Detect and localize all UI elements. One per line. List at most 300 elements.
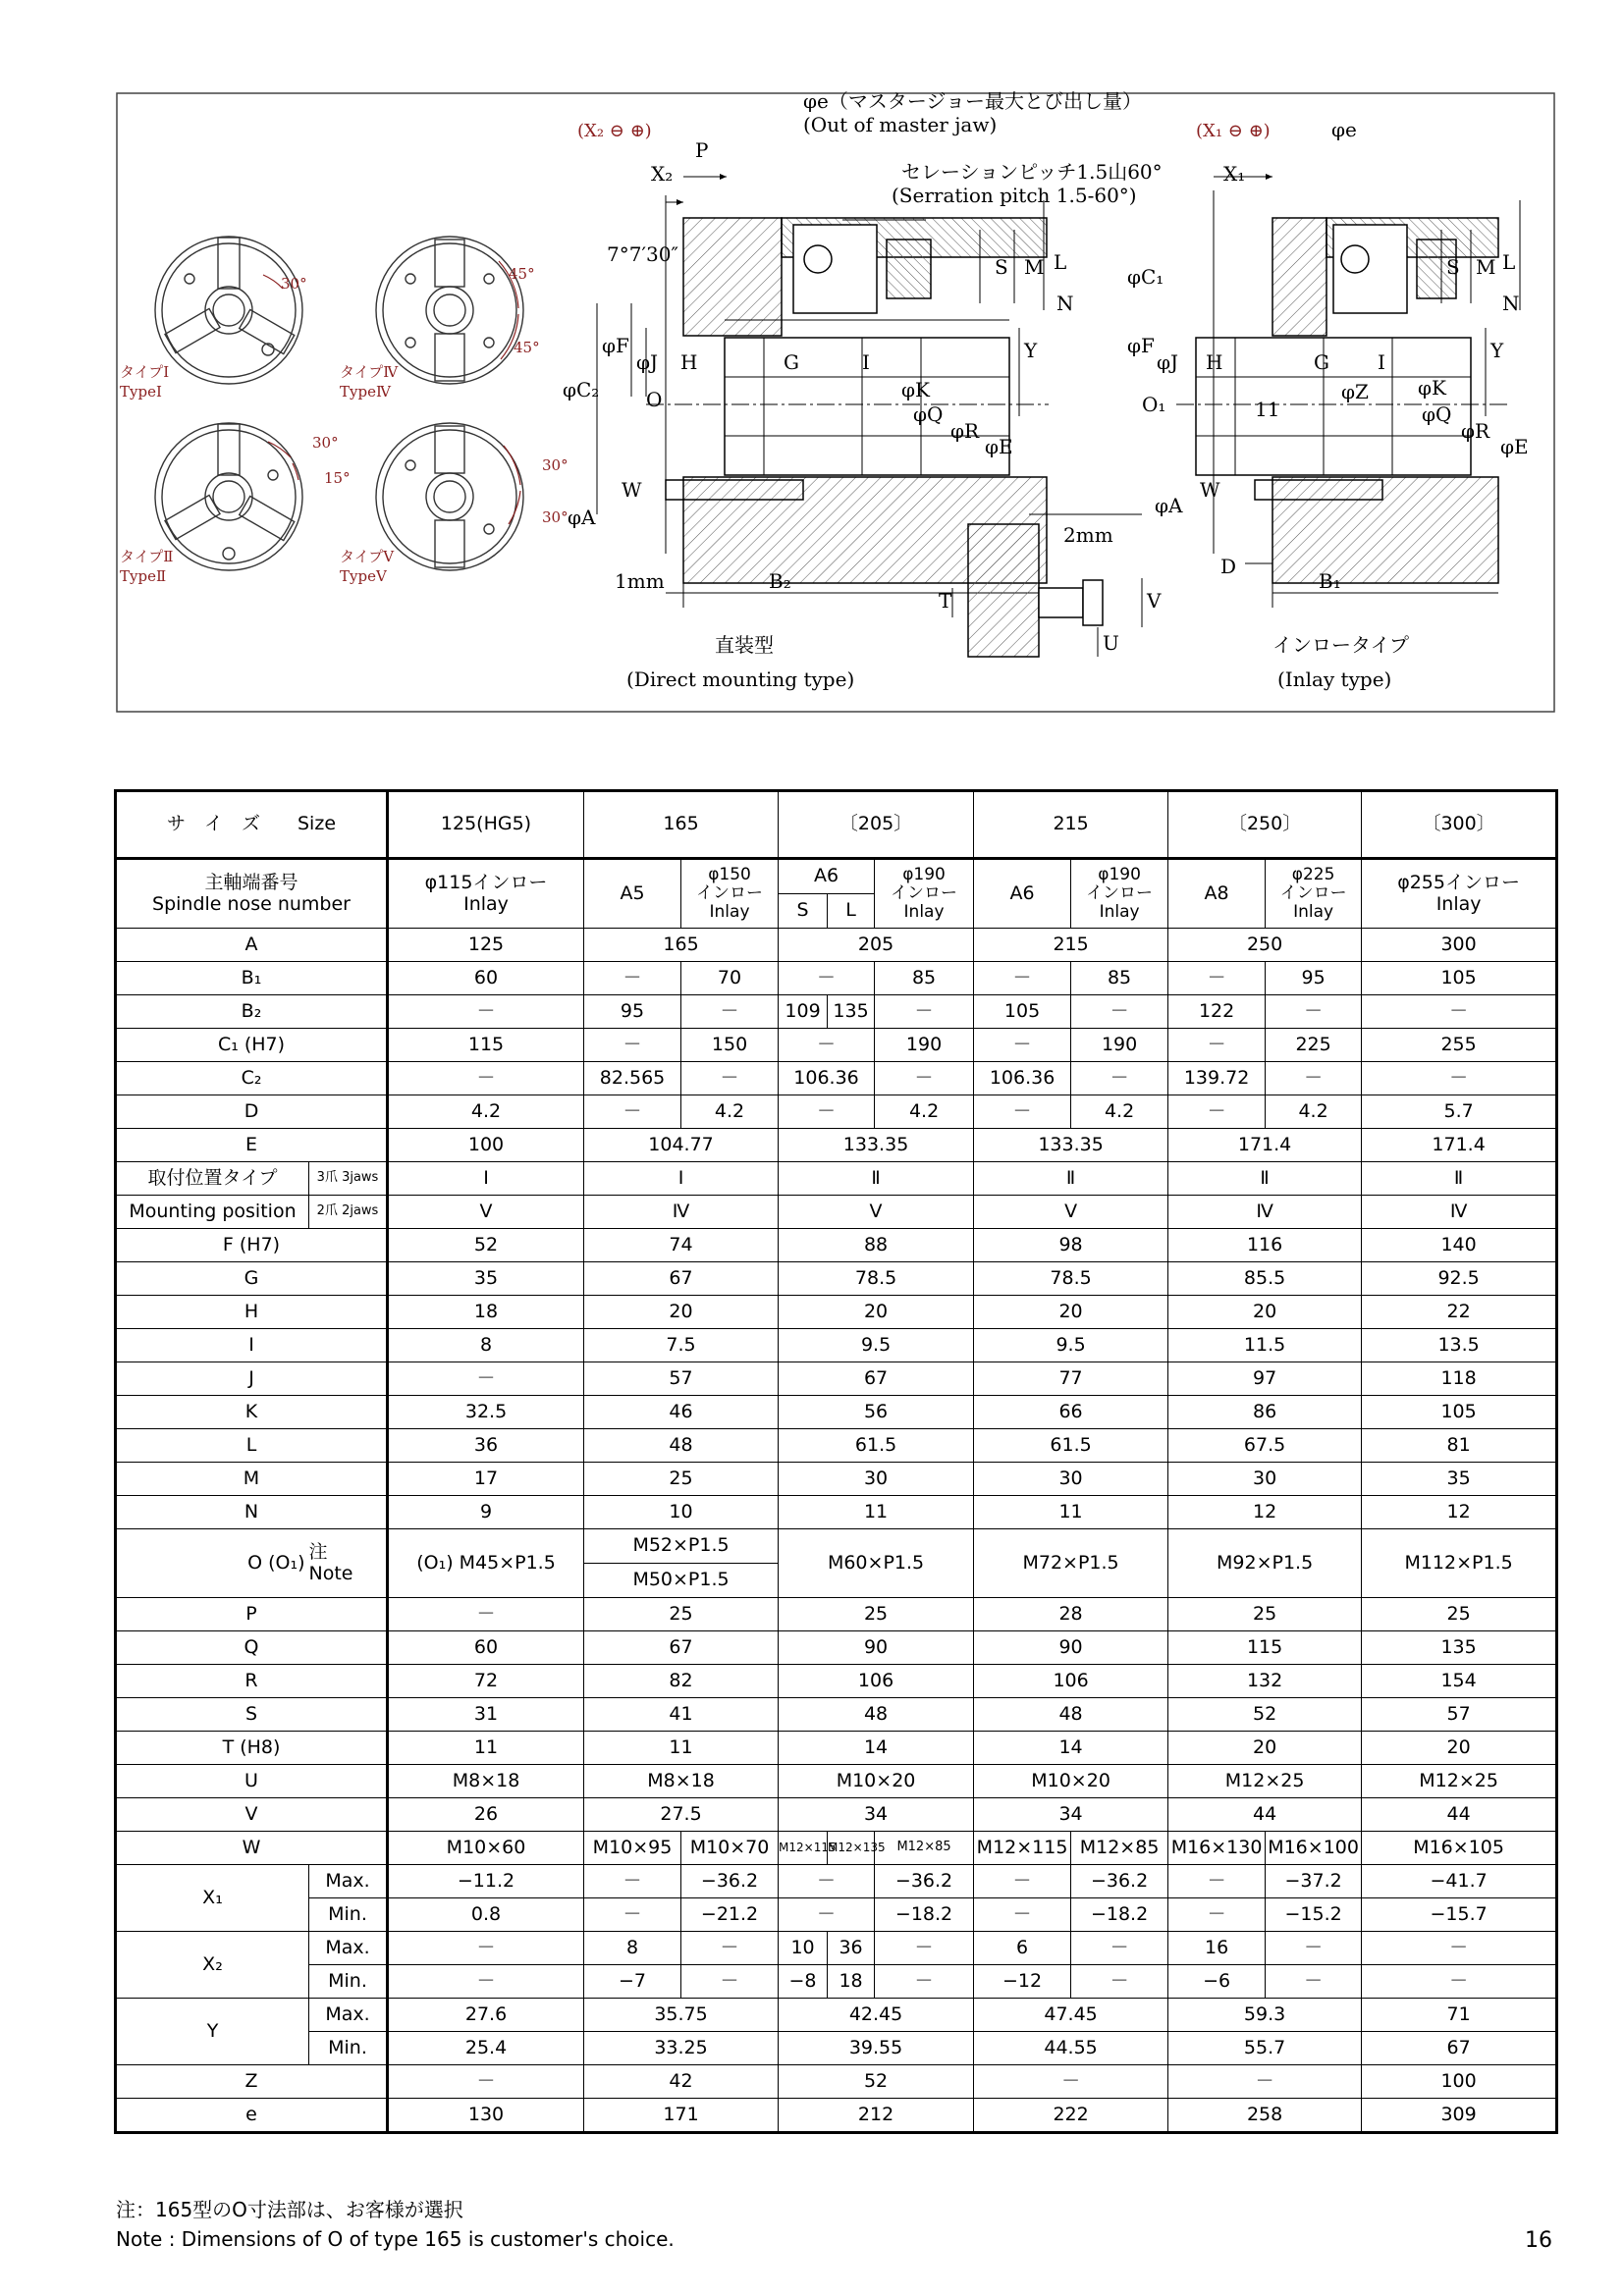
- footnote-jp: 注：165型のO寸法部は、お客様が選択: [116, 2198, 463, 2221]
- cell: Ⅳ: [584, 1196, 779, 1229]
- dim-b1: B₁: [1319, 569, 1341, 593]
- technical-drawing: [116, 89, 1555, 713]
- dim-phi-z: φZ: [1341, 380, 1369, 403]
- nose-cell: φ255インロー Inlay: [1362, 859, 1556, 929]
- nose-cell: A8: [1168, 859, 1266, 929]
- nose-cell: φ225 インロー Inlay: [1266, 859, 1362, 929]
- callout-angle: 7°7′30″: [607, 242, 678, 266]
- cell: －: [584, 1898, 681, 1932]
- cell: 47.45: [974, 1999, 1168, 2032]
- cell: 5.7: [1362, 1095, 1556, 1129]
- dim-phi-e-inlay: φE: [1500, 435, 1529, 458]
- dim-i-inlay: I: [1378, 350, 1385, 374]
- cell: Ⅳ: [1168, 1196, 1362, 1229]
- cell: 85: [875, 962, 974, 995]
- cell: －: [779, 1898, 875, 1932]
- cell: 8: [584, 1932, 681, 1965]
- cell: 41: [584, 1698, 779, 1732]
- table-row-e: [117, 1129, 1556, 1162]
- cell: 9.5: [779, 1329, 974, 1362]
- table-row-k: [117, 1396, 1556, 1429]
- row-label: Q: [117, 1631, 388, 1665]
- table-row-t: [117, 1732, 1556, 1765]
- row-label: A: [117, 929, 388, 962]
- cell: 225: [1266, 1029, 1362, 1062]
- cell: 30: [779, 1463, 974, 1496]
- cell: M92×P1.5: [1168, 1529, 1362, 1598]
- cell: －: [1168, 1865, 1266, 1898]
- angle-label: 15°: [324, 469, 351, 487]
- cell: 132: [1168, 1665, 1362, 1698]
- cell: 135: [1362, 1631, 1556, 1665]
- cell: 86: [1168, 1396, 1362, 1429]
- cell: 30: [1168, 1463, 1362, 1496]
- direct-title-en: (Direct mounting type): [626, 667, 855, 691]
- table-row-l: [117, 1429, 1556, 1463]
- cell: 11: [779, 1496, 974, 1529]
- cell: −36.2: [875, 1865, 974, 1898]
- simple-rows-3: [117, 2065, 1556, 2132]
- row-label: D: [117, 1095, 388, 1129]
- cell: 106.36: [779, 1062, 875, 1095]
- cell: 14: [779, 1732, 974, 1765]
- cell: 190: [875, 1029, 974, 1062]
- cell: －: [974, 1898, 1071, 1932]
- row-label: B₂: [117, 995, 388, 1029]
- cell: －: [974, 1095, 1071, 1129]
- o-rows: [117, 1529, 1556, 1598]
- cell: －: [388, 1062, 584, 1095]
- cell: −36.2: [681, 1865, 779, 1898]
- cell: 77: [974, 1362, 1168, 1396]
- cell: M52×P1.5: [584, 1529, 779, 1564]
- cell: －: [1071, 995, 1168, 1029]
- row-label: U: [117, 1765, 388, 1798]
- cell: 115: [388, 1029, 584, 1062]
- row-label: e: [117, 2099, 388, 2132]
- table-row-y-max: [117, 1999, 1556, 2032]
- dim-phi-c2: φC₂: [563, 378, 600, 401]
- cell: Ⅳ: [1362, 1196, 1556, 1229]
- row-label: K: [117, 1396, 388, 1429]
- cell: 10: [584, 1496, 779, 1529]
- table-row-y-min: [117, 2032, 1556, 2065]
- dim-v: V: [1147, 589, 1162, 613]
- type-5-label-en: TypeⅤ: [340, 567, 387, 585]
- nose-cell: φ190 インロー Inlay: [875, 859, 974, 929]
- cell: 106: [974, 1665, 1168, 1698]
- table-row-mount-3jaws: [117, 1162, 1556, 1196]
- cell: M12×115: [779, 1832, 828, 1865]
- cell: M8×18: [584, 1765, 779, 1798]
- cell: 309: [1362, 2099, 1556, 2132]
- cell: Ⅱ: [1168, 1162, 1362, 1196]
- table-row-z: [117, 2065, 1556, 2099]
- cell: 106: [779, 1665, 974, 1698]
- type-4-face-view: [376, 237, 523, 384]
- dim-o: O: [646, 388, 663, 411]
- cell: 122: [1168, 995, 1266, 1029]
- cell: 20: [974, 1296, 1168, 1329]
- cell: 20: [1362, 1732, 1556, 1765]
- cell: 71: [1362, 1999, 1556, 2032]
- dim-y: Y: [1024, 339, 1038, 362]
- table-row-b1: [117, 962, 1556, 995]
- dim-d: D: [1220, 555, 1237, 578]
- cell: −11.2: [388, 1865, 584, 1898]
- row-label: R: [117, 1665, 388, 1698]
- cell: −6: [1168, 1965, 1266, 1999]
- cell: －: [779, 1029, 875, 1062]
- cell: －: [584, 962, 681, 995]
- dim-phi-f: φF: [602, 334, 629, 357]
- cell: 165: [584, 929, 779, 962]
- cell: 98: [974, 1229, 1168, 1262]
- dim-phi-r: φR: [950, 419, 980, 443]
- cell: 8: [388, 1329, 584, 1362]
- cell: 20: [1168, 1732, 1362, 1765]
- dim-phi-c1: φC₁: [1127, 265, 1164, 289]
- table-row-p: [117, 1598, 1556, 1631]
- cell: 95: [584, 995, 681, 1029]
- table-row-x2-min: [117, 1965, 1556, 1999]
- cell: 25: [779, 1598, 974, 1631]
- dim-x1: X₁: [1223, 162, 1246, 186]
- table-row-s: [117, 1698, 1556, 1732]
- table-row-u: [117, 1765, 1556, 1798]
- size-cell: 215: [974, 792, 1168, 859]
- callout-serration-en: (Serration pitch 1.5-60°): [892, 184, 1137, 207]
- nose-cell-s: S: [779, 894, 828, 929]
- cell: －: [1266, 1062, 1362, 1095]
- cell: −37.2: [1266, 1865, 1362, 1898]
- inlay-title-jp: インロータイプ: [1272, 633, 1409, 657]
- table-row-x1-max: [117, 1865, 1556, 1898]
- dim-phi-k: φK: [901, 378, 930, 401]
- jaw2-label: 2爪 2jaws: [309, 1196, 388, 1229]
- cell: 67: [1362, 2032, 1556, 2065]
- cell: −18.2: [875, 1898, 974, 1932]
- cell: M12×85: [875, 1832, 974, 1865]
- cell: －: [1362, 995, 1556, 1029]
- row-label: [117, 1529, 309, 1598]
- max-label: Max.: [309, 1865, 388, 1898]
- cell: 20: [1168, 1296, 1362, 1329]
- cell: 4.2: [1071, 1095, 1168, 1129]
- table-row-o: [117, 1529, 1556, 1564]
- row-label: S: [117, 1698, 388, 1732]
- cell: 106.36: [974, 1062, 1071, 1095]
- cell: −36.2: [1071, 1865, 1168, 1898]
- cell: 42.45: [779, 1999, 974, 2032]
- cell: M16×130: [1168, 1832, 1266, 1865]
- cell: 100: [1362, 2065, 1556, 2099]
- dim-g: G: [784, 350, 799, 374]
- simple-rows-2: [117, 1598, 1556, 1832]
- note-en: Note: [308, 1562, 353, 1584]
- row-label: V: [117, 1798, 388, 1832]
- cell: 133.35: [974, 1129, 1168, 1162]
- cell: －: [1266, 1932, 1362, 1965]
- cell: －: [1071, 1932, 1168, 1965]
- cell: 57: [1362, 1698, 1556, 1732]
- cell: 115: [1168, 1631, 1362, 1665]
- table-row-c1: [117, 1029, 1556, 1062]
- cell: 59.3: [1168, 1999, 1362, 2032]
- cell: M12×25: [1362, 1765, 1556, 1798]
- cell: Ⅴ: [779, 1196, 974, 1229]
- row-label: P: [117, 1598, 388, 1631]
- row-label: C₁ (H7): [117, 1029, 388, 1062]
- dim-u: U: [1103, 631, 1119, 655]
- cell: 18: [828, 1965, 875, 1999]
- table-row-v: [117, 1798, 1556, 1832]
- cell: 9: [388, 1496, 584, 1529]
- dim-phi-f-inlay: φF: [1127, 334, 1155, 357]
- cell: －: [1266, 995, 1362, 1029]
- cell: －: [388, 1965, 584, 1999]
- cell: －: [875, 1062, 974, 1095]
- cell: 14: [974, 1732, 1168, 1765]
- mount-label-jp: 取付位置タイプ: [117, 1162, 309, 1196]
- nose-cell: φ150 インロー Inlay: [681, 859, 779, 929]
- cell: 25: [1168, 1598, 1362, 1631]
- cell: －: [584, 1865, 681, 1898]
- dim-phi-k-inlay: φK: [1418, 376, 1446, 400]
- table-row-j: [117, 1362, 1556, 1396]
- cell: 18: [388, 1296, 584, 1329]
- dim-phi-r-inlay: φR: [1461, 419, 1490, 443]
- cell: 31: [388, 1698, 584, 1732]
- row-label: T (H8): [117, 1732, 388, 1765]
- cell: M8×18: [388, 1765, 584, 1798]
- nose-cell: φ190 インロー Inlay: [1071, 859, 1168, 929]
- cell: 36: [828, 1932, 875, 1965]
- cell: －: [1168, 962, 1266, 995]
- row-label: X₂: [117, 1932, 309, 1999]
- cell: 52: [388, 1229, 584, 1262]
- dim-n: N: [1056, 292, 1074, 315]
- angle-label: 45°: [514, 339, 540, 356]
- cell: －: [875, 1965, 974, 1999]
- cell: 28: [974, 1598, 1168, 1631]
- min-label: Min.: [309, 1965, 388, 1999]
- cell: 9.5: [974, 1329, 1168, 1362]
- cell: 130: [388, 2099, 584, 2132]
- dim-i: I: [862, 350, 870, 374]
- cell: 35.75: [584, 1999, 779, 2032]
- type-4-label-en: TypeⅣ: [340, 383, 391, 400]
- cell: 171.4: [1362, 1129, 1556, 1162]
- table-row-e: [117, 2099, 1556, 2132]
- cell: (O₁) M45×P1.5: [388, 1529, 584, 1598]
- table-row-mount-2jaws: [117, 1196, 1556, 1229]
- cell: 60: [388, 1631, 584, 1665]
- cell: Ⅱ: [779, 1162, 974, 1196]
- cell: －: [681, 1062, 779, 1095]
- cell: 11: [584, 1732, 779, 1765]
- table-row-m: [117, 1463, 1556, 1496]
- dim-h-inlay: H: [1206, 350, 1223, 374]
- dim-s: S: [995, 255, 1008, 279]
- cell: 171: [584, 2099, 779, 2132]
- cell: 26: [388, 1798, 584, 1832]
- dim-s-inlay: S: [1446, 255, 1460, 279]
- cell: 42: [584, 2065, 779, 2099]
- cell: 215: [974, 929, 1168, 962]
- row-label: M: [117, 1463, 388, 1496]
- size-cell: 〔300〕: [1362, 792, 1556, 859]
- row-label: G: [117, 1262, 388, 1296]
- cell: 20: [584, 1296, 779, 1329]
- note-label: [309, 1529, 388, 1598]
- cell: −7: [584, 1965, 681, 1999]
- w-x-rows: [117, 1832, 1556, 2065]
- dim-m: M: [1024, 255, 1045, 279]
- cell: −18.2: [1071, 1898, 1168, 1932]
- x1-sign-label: (X₁ ⊖ ⊕): [1196, 121, 1271, 141]
- cell: 66: [974, 1396, 1168, 1429]
- cell: M60×P1.5: [779, 1529, 974, 1598]
- dim-phi-a-inlay: φA: [1155, 494, 1183, 517]
- cell: 139.72: [1168, 1062, 1266, 1095]
- row-label: H: [117, 1296, 388, 1329]
- dim-w: W: [622, 478, 642, 502]
- dim-t: T: [939, 589, 952, 613]
- cell: 56: [779, 1396, 974, 1429]
- dim-phi-e-small: φe: [1331, 118, 1357, 141]
- note-jp: 注: [308, 1541, 328, 1564]
- cell: －: [1168, 1095, 1266, 1129]
- cell: 212: [779, 2099, 974, 2132]
- cell: Ⅴ: [388, 1196, 584, 1229]
- cell: －: [584, 1029, 681, 1062]
- spindle-nose-label-jp: 主軸端番号: [204, 872, 298, 894]
- cell: 34: [974, 1798, 1168, 1832]
- cell: 33.25: [584, 2032, 779, 2065]
- cell: 10: [779, 1932, 828, 1965]
- cell: 88: [779, 1229, 974, 1262]
- page-number: 16: [1525, 2228, 1552, 2253]
- dim-phi-q-inlay: φQ: [1422, 402, 1452, 426]
- cell: 82.565: [584, 1062, 681, 1095]
- cell: 78.5: [974, 1262, 1168, 1296]
- cell: 154: [1362, 1665, 1556, 1698]
- cell: 85.5: [1168, 1262, 1362, 1296]
- nose-cell-l: L: [828, 894, 875, 929]
- cell: 190: [1071, 1029, 1168, 1062]
- size-cell: 165: [584, 792, 779, 859]
- cell: 39.55: [779, 2032, 974, 2065]
- cell: 61.5: [974, 1429, 1168, 1463]
- table-header-row: [117, 792, 1556, 859]
- cell: 118: [1362, 1362, 1556, 1396]
- cell: －: [875, 1932, 974, 1965]
- table-row-w: [117, 1832, 1556, 1865]
- dim-b2: B₂: [769, 569, 791, 593]
- cell: M10×60: [388, 1832, 584, 1865]
- cell: 67: [779, 1362, 974, 1396]
- cell: 44: [1362, 1798, 1556, 1832]
- table-row-a: [117, 929, 1556, 962]
- row-label: L: [117, 1429, 388, 1463]
- table-row-c2: [117, 1062, 1556, 1095]
- cell: 67: [584, 1262, 779, 1296]
- mount-label-en: Mounting position: [117, 1196, 309, 1229]
- cell: M10×20: [779, 1765, 974, 1798]
- type-5-label-jp: タイプⅤ: [340, 548, 395, 565]
- cell: 4.2: [1266, 1095, 1362, 1129]
- dim-l-inlay: L: [1502, 250, 1516, 274]
- cell: 135: [828, 995, 875, 1029]
- type-2-face-view: [155, 423, 302, 570]
- dim-w-inlay: W: [1200, 478, 1220, 502]
- row-label: J: [117, 1362, 388, 1396]
- cell: 85: [1071, 962, 1168, 995]
- cell: 109: [779, 995, 828, 1029]
- cell: Ⅱ: [1362, 1162, 1556, 1196]
- max-label: Max.: [309, 1999, 388, 2032]
- simple-rows: [117, 1229, 1556, 1529]
- cell: 25: [584, 1598, 779, 1631]
- cell: －: [388, 1598, 584, 1631]
- cell: 46: [584, 1396, 779, 1429]
- cell: －: [681, 1932, 779, 1965]
- cell: －: [974, 962, 1071, 995]
- cell: 116: [1168, 1229, 1362, 1262]
- cell: 11: [974, 1496, 1168, 1529]
- type-2-label-en: TypeⅡ: [120, 567, 167, 585]
- cell: －: [779, 1865, 875, 1898]
- table-row-f: [117, 1229, 1556, 1262]
- cell: M112×P1.5: [1362, 1529, 1556, 1598]
- cell: 12: [1168, 1496, 1362, 1529]
- cell: 34: [779, 1798, 974, 1832]
- spindle-nose-label: [117, 859, 388, 929]
- cell: －: [584, 1095, 681, 1129]
- dim-phi-j: φJ: [636, 350, 659, 374]
- x2-sign-label: (X₂ ⊖ ⊕): [577, 121, 652, 141]
- cell: 82: [584, 1665, 779, 1698]
- cell: －: [1168, 1898, 1266, 1932]
- dim-n-inlay: N: [1502, 292, 1520, 315]
- cell: －: [1071, 1062, 1168, 1095]
- cell: M10×95: [584, 1832, 681, 1865]
- row-label: C₂: [117, 1062, 388, 1095]
- cell: 11.5: [1168, 1329, 1362, 1362]
- cell: Ⅴ: [974, 1196, 1168, 1229]
- min-label: Min.: [309, 1898, 388, 1932]
- cell: 250: [1168, 929, 1362, 962]
- dimension-table-body: [117, 792, 1556, 1229]
- spindle-nose-label-en: Spindle nose number: [152, 892, 351, 915]
- jaw3-label: 3爪 3jaws: [309, 1162, 388, 1196]
- table-row-r: [117, 1665, 1556, 1698]
- footnote-en: Note : Dimensions of O of type 165 is customer's choice.: [116, 2227, 675, 2251]
- cell: 11: [388, 1732, 584, 1765]
- cell: 171.4: [1168, 1129, 1362, 1162]
- cell: －: [1362, 1965, 1556, 1999]
- dim-11: 11: [1255, 398, 1280, 421]
- max-label: Max.: [309, 1932, 388, 1965]
- cell: 30: [974, 1463, 1168, 1496]
- min-label: Min.: [309, 2032, 388, 2065]
- size-header: サ イ ズ Size: [117, 792, 388, 859]
- table-row: [117, 859, 1556, 894]
- cell: 222: [974, 2099, 1168, 2132]
- cell: 95: [1266, 962, 1362, 995]
- o-label: O (O₁): [247, 1551, 305, 1574]
